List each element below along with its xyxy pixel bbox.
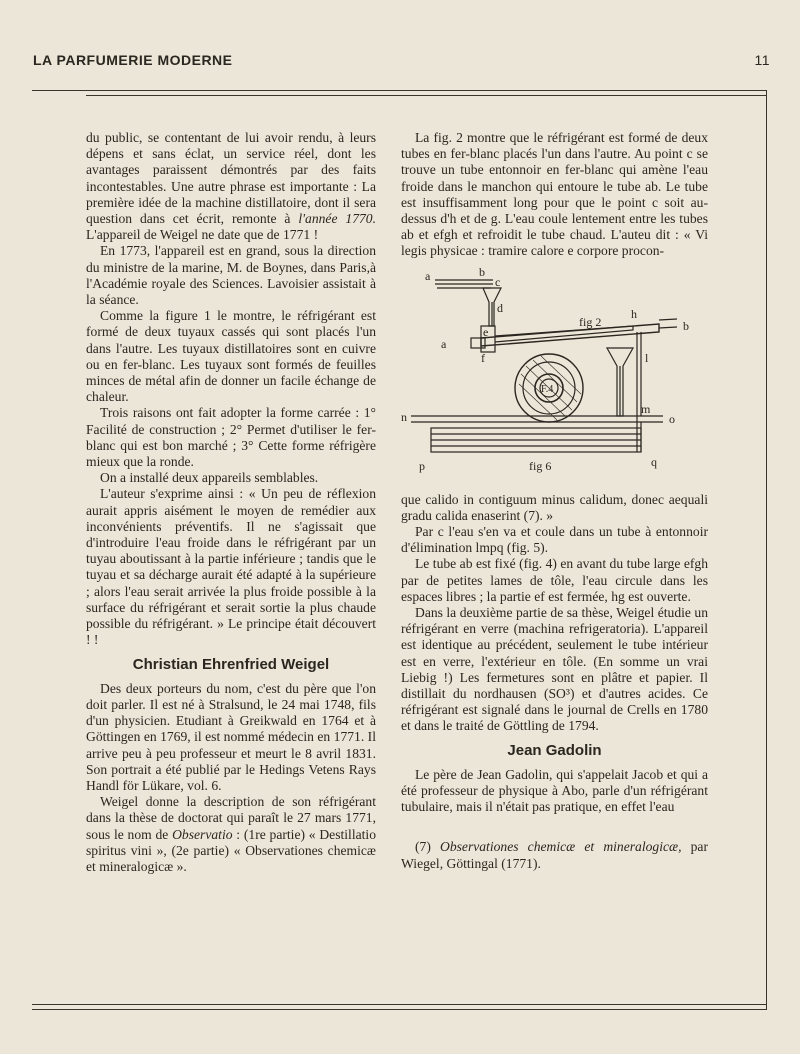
paragraph: Weigel donne la description de son réfrigérant dans la thèse de doctorat qui paraît le 27 mars 1771, sous le nom de Observatio : (1re partie) « Destillatio spiritus vini », (2e partie) « Observationes chemicæ et mineralogicæ ».	[86, 794, 376, 874]
figure-label: m	[641, 401, 651, 416]
figure-label: fig 2	[579, 314, 602, 329]
paragraph: La fig. 2 montre que le réfrigérant est formé de deux tubes en fer-blanc placés l'un dans l'autre. Au point c se trouve un tube entonnoir en fer-blanc qui amène l'eau froide dans le manchon qui entoure le tube ab. Le tube est insuffisamment long pour que le point c soit au-dessus d'h et de g. L'eau coule lentement entre les tubes ab et efgh et refroidit le tube chaud. L'auteu dit : « Vi legis physicae : tramire calore e corpore procon-	[401, 130, 708, 259]
paragraph: L'auteur s'exprime ainsi : « Un peu de réflexion aurait appris aisément le moyen de remédier aux inconvénients préventifs. Il ne s'agissait que d'introduire l'eau froide dans le réfrigérant par un tuyau aboutissant à la partie inférieure ; tandis que le tuyau et sa décharge aurait été adapté à la supérieure ; alors l'eau serait arrivée la plus froide possible à la surface du réfrigérant et serait sortie la plus chaude possible du réfrigérant. » Le principe était découvert ! !	[86, 486, 376, 648]
paragraph: Comme la figure 1 le montre, le réfrigérant est formé de deux tuyaux cassés qui sont placés l'un dans l'autre. Les tuyaux distillatoires sont en cuivre ou en fer-blanc. Les tuyaux sont formés de feuilles minces de métal afin de donner un facile échange de chaleur.	[86, 308, 376, 405]
figure-label: c	[495, 274, 501, 289]
figure-label: l	[645, 350, 649, 365]
section-heading-gadolin: Jean Gadolin	[507, 741, 602, 759]
figure-label: e	[483, 324, 489, 339]
figure-label: b	[683, 318, 689, 333]
paragraph: Le père de Jean Gadolin, qui s'appelait Jacob et qui a été professeur de physique à Abo, parle d'un réfrigérant tubulaire, mais il n'était pas pratique, en effet l'eau	[401, 766, 708, 815]
figure-label: a	[441, 336, 447, 351]
footnote-number: (7)	[415, 839, 431, 855]
condenser-figure	[401, 266, 708, 486]
frame-bottom-inner-rule	[32, 1004, 767, 1005]
footnote: (7) Observationes chemicæ et mineralogicæ, par Wiegel, Göttingal (1771).	[401, 839, 708, 871]
figure-label: d	[497, 300, 503, 315]
frame-bottom-rule	[32, 1009, 767, 1010]
figure-label: F.4	[541, 383, 554, 395]
figure-label: b	[479, 265, 485, 279]
paragraph: En 1773, l'appareil est en grand, sous la direction du ministre de la marine, M. de Boynes, dans Paris,à l'Académie royale des Sciences. Lavoisier assistait à la séance.	[86, 243, 376, 308]
figure-label: f	[481, 350, 485, 365]
running-head	[33, 52, 770, 72]
figure-label: fig 6	[529, 458, 552, 473]
paragraph: du public, se contentant de lui avoir rendu, à leurs dépens et sans éclat, un service réel, dont les avantages paraissent démontrés par des faits incontestables. Une autre phrase est importante : La première idée de la machine distillatoire, dont il sera question dans cet écrit, remonte à l'année 1770. L'appareil de Weigel ne date que de 1771 !	[86, 130, 376, 243]
figure-label: a	[425, 268, 431, 283]
journal-title: LA PARFUMERIE MODERNE	[33, 52, 233, 68]
figure-label: h	[631, 306, 637, 321]
condenser-diagram	[401, 266, 708, 486]
figure-label: q	[651, 454, 657, 469]
frame-top-inner-rule	[86, 95, 767, 96]
figure-label: n	[401, 409, 407, 424]
frame-right-rule	[766, 90, 767, 1010]
right-column	[401, 130, 708, 872]
left-column	[86, 130, 376, 875]
footnote-title: Observationes chemicæ et mineralogicæ,	[440, 839, 682, 855]
paragraph: Trois raisons ont fait adopter la forme carrée : 1° Facilité de construction ; 2° Permet d'utiliser le fer-blanc qui est bon marché ; 3° Cette forme réfrigère mieux que la ronde.	[86, 405, 376, 470]
paragraph: Dans la deuxième partie de sa thèse, Weigel étudie un réfrigérant en verre (machina refrigeratoria). L'appareil est identique au précédent, seulement le tube intérieur est en verre, l'extérieur en tôle. (En somme un vrai Liebig !) Les fermetures sont en plâtre et papier. Il distillait du nordhausen (SO³) et d'autres acides. Ce réfrigérant est signalé dans le journal de Crells en 1780 et dans le traité de Göttling de 1794.	[401, 605, 708, 734]
page-number: 11	[754, 52, 770, 68]
paragraph: On a installé deux appareils semblables.	[100, 470, 319, 486]
paragraph: Le tube ab est fixé (fig. 4) en avant du tube large efgh par de petites lames de tôle, l'eau circule dans les espaces libres ; la partie ef est fermée, hg est ouverte.	[401, 556, 708, 604]
paragraph: Des deux porteurs du nom, c'est du père que l'on doit parler. Il est né à Stralsund, le 24 mai 1748, fils d'un physicien. Etudiant à Greikwald en 1764 et à Göttingen en 1769, il est nommé médecin en 1771. Il arrive peu à peu professeur et meurt le 8 avril 1831. Son portrait a été publié par le Hedings Vetens Rays Handl för Lükare, vol. 6.	[86, 680, 376, 793]
paragraph: Par c l'eau s'en va et coule dans un tube à entonnoir d'élimination lmpq (fig. 5).	[401, 524, 708, 556]
figure-label: p	[419, 458, 425, 473]
figure-label: o	[669, 411, 675, 426]
paragraph: que calido in contiguum minus calidum, donec aequali gradu calida enaserint (7). »	[401, 491, 708, 523]
frame-top-rule	[32, 90, 767, 91]
section-heading-weigel: Christian Ehrenfried Weigel	[132, 655, 330, 673]
